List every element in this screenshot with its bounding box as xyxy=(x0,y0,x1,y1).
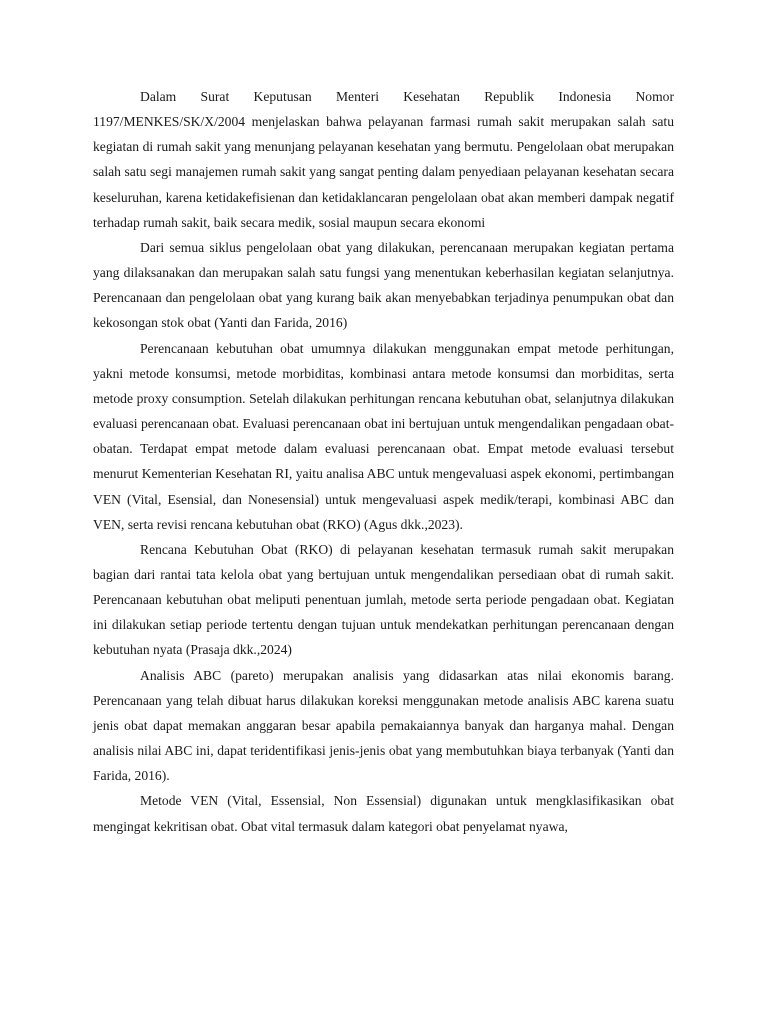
paragraph-rko: Rencana Kebutuhan Obat (RKO) di pelayanan kesehatan termasuk rumah sakit merupakan bagian dari rantai tata kelola obat yang bertujuan untuk mengendalikan persediaan obat di rumah sakit. Perencanaan kebutuhan obat meliputi penentuan jumlah, metode serta periode pengadaan obat. Kegiatan ini dilakukan setiap periode tertentu dengan tujuan untuk mendekatkan perhitungan perencanaan dengan kebutuhan nyata (Prasaja dkk.,2024) xyxy=(93,541,674,658)
paragraph-siklus-pengelolaan: Dari semua siklus pengelolaan obat yang dilakukan, perencanaan merupakan kegiatan pertama yang dilaksanakan dan merupakan salah satu fungsi yang menentukan keberhasilan kegiatan selanjutnya. Perencanaan dan pengelolaan obat yang kurang baik akan menyebabkan terjadinya penumpukan obat dan kekosongan stok obat (Yanti dan Farida, 2016) xyxy=(93,239,674,331)
paragraph-analisis-abc: Analisis ABC (pareto) merupakan analisis yang didasarkan atas nilai ekonomis barang. Perencanaan yang telah dibuat harus dilakukan koreksi menggunakan metode analisis ABC karena suatu jenis obat dapat memakan anggaran besar apabila pemakaiannya banyak dan harganya mahal. Dengan analisis nilai ABC ini, dapat teridentifikasi jenis-jenis obat yang membutuhkan biaya terbanyak (Yanti dan Farida, 2016). xyxy=(93,667,674,784)
paragraph-kepmenkes: Dalam Surat Keputusan Menteri Kesehatan Republik Indonesia Nomor 1197/MENKES/SK/X/2004 menjelaskan bahwa pelayanan farmasi rumah sakit merupakan salah satu kegiatan di rumah sakit yang menunjang pelayanan kesehatan yang bermutu. Pengelolaan obat merupakan salah satu segi manajemen rumah sakit yang sangat penting dalam penyediaan pelayanan kesehatan secara keseluruhan, karena ketidakefisienan dan ketidaklancaran pengelolaan obat akan memberi dampak negatif terhadap rumah sakit, baik secara medik, sosial maupun secara ekonomi xyxy=(93,89,674,230)
document-body xyxy=(93,84,674,839)
paragraph-metode-ven: Metode VEN (Vital, Essensial, Non Essensial) digunakan untuk mengklasifikasikan obat mengingat kekritisan obat. Obat vital termasuk dalam kategori obat penyelamat nyawa, xyxy=(93,793,674,834)
paragraph-perencanaan-kebutuhan: Perencanaan kebutuhan obat umumnya dilakukan menggunakan empat metode perhitungan, yakni metode konsumsi, metode morbiditas, kombinasi antara metode konsumsi dan morbiditas, serta metode proxy consumption. Setelah dilakukan perhitungan rencana kebutuhan obat, selanjutnya dilakukan evaluasi perencanaan obat. Evaluasi perencanaan obat ini bertujuan untuk mengendalikan pengadaan obat-obatan. Terdapat empat metode dalam evaluasi perencanaan obat. Empat metode evaluasi tersebut menurut Kementerian Kesehatan RI, yaitu analisa ABC untuk mengevaluasi aspek ekonomi, pertimbangan VEN (Vital, Esensial, dan Nonesensial) untuk mengevaluasi aspek medik/terapi, kombinasi ABC dan VEN, serta revisi rencana kebutuhan obat (RKO) (Agus dkk.,2023). xyxy=(93,340,674,532)
